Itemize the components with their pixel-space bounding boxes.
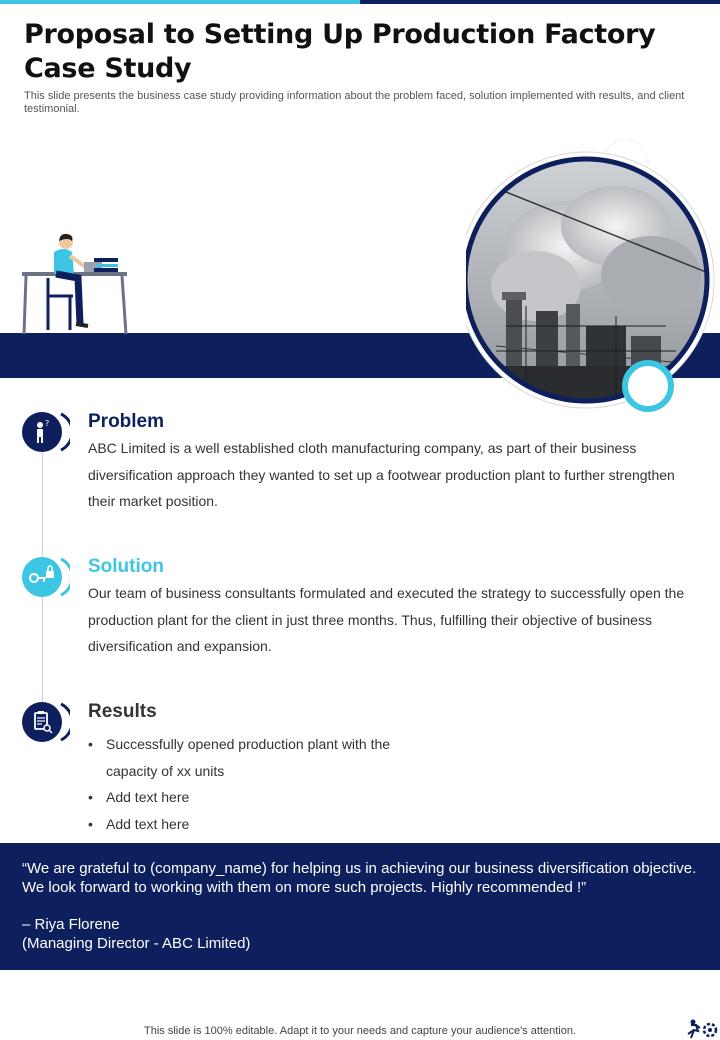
factory-smokestack-photo [466, 136, 716, 416]
top-accent-bar-navy [360, 0, 720, 4]
testimonial-box [0, 843, 720, 970]
results-list-item: • Successfully opened production plant with the capacity of xx units [88, 731, 418, 784]
results-list [88, 731, 418, 837]
person-question-icon [20, 410, 70, 454]
testimonial-author: – Riya Florene [22, 916, 120, 933]
problem-heading: Problem [88, 411, 165, 432]
solution-badge [20, 555, 70, 599]
svg-text:?: ? [45, 419, 50, 428]
top-accent-bar-cyan [0, 0, 360, 4]
person-at-desk-illustration [18, 228, 133, 335]
testimonial-role: (Managing Director - ABC Limited) [22, 935, 251, 952]
problem-body: ABC Limited is a well established cloth manufacturing company, as part of their business diversification approach they wanted to set up a footwear production plant to further strengthen their market position. [88, 440, 675, 510]
key-lock-icon [20, 555, 70, 599]
page-title: Proposal to Setting Up Production Factory Case Study [24, 19, 656, 84]
results-badge [20, 700, 70, 744]
clipboard-search-icon [20, 700, 70, 744]
solution-heading: Solution [88, 556, 164, 577]
people-gear-logo-icon [685, 1018, 719, 1040]
results-list-item: • Add text here [88, 784, 418, 811]
testimonial-quote: “We are grateful to (company_name) for helping us in achieving our business diversification objective. We look forward to working with them on more such projects. Highly recommended !” [22, 860, 697, 896]
problem-badge [20, 410, 70, 454]
footer-note: This slide is 100% editable. Adapt it to your needs and capture your audience's attention. [144, 1025, 576, 1037]
results-heading: Results [88, 701, 157, 722]
results-list-item: • Add text here [88, 811, 418, 838]
page-subtitle: This slide presents the business case study providing information about the problem faced, solution implemented with results, and client testimonial. [24, 90, 685, 115]
solution-body: Our team of business consultants formulated and executed the strategy to successfully open the production plant for the client in just three months. Thus, fulfilling their objective of business diversification and expansion. [88, 585, 685, 655]
